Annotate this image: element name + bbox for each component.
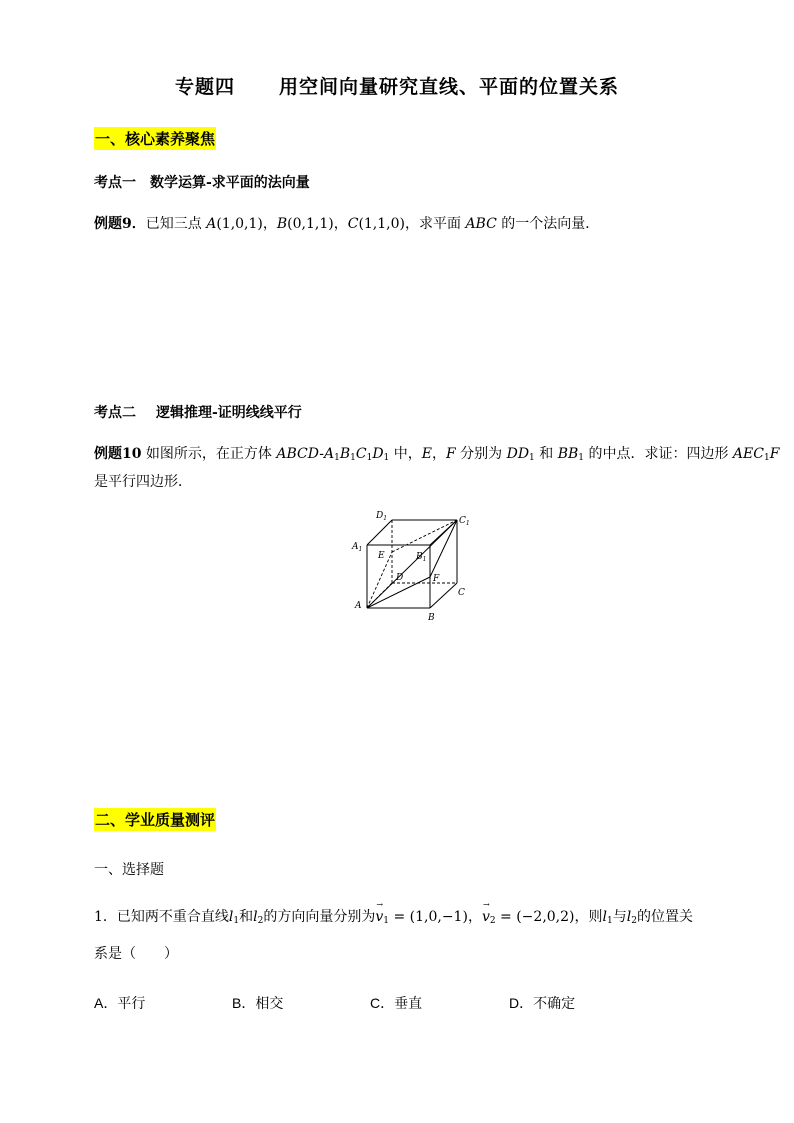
- vector-v1-value: = (1,0,−1): [389, 909, 468, 925]
- edge-a1d1: [367, 520, 392, 545]
- sep: ，: [431, 446, 446, 462]
- example10-label: 例题10: [94, 446, 142, 462]
- ex9-text2: ，求平面: [404, 216, 466, 232]
- point2-line: [94, 402, 302, 422]
- cube-name: D: [372, 446, 384, 462]
- point2-label: 考点二: [94, 405, 136, 421]
- example10-line2: 是平行四边形．: [94, 474, 192, 490]
- question1-line1: [94, 900, 693, 926]
- example10-line1: [94, 443, 779, 463]
- label-d1: $D_1$: [376, 511, 388, 522]
- label-f: F: [433, 574, 440, 584]
- sub: 2: [631, 916, 637, 926]
- page-title: [0, 72, 794, 99]
- option-d[interactable]: D．不确定: [509, 995, 576, 1011]
- sub: 1: [383, 453, 390, 463]
- label-d: D: [396, 573, 404, 583]
- point-e: E: [421, 446, 432, 462]
- ex10-text5: 的中点．求证：四边形: [584, 446, 733, 462]
- line-l2: l: [253, 909, 258, 925]
- sub: 2: [257, 916, 264, 926]
- option-b[interactable]: B．相交: [232, 995, 284, 1011]
- sub: 1: [334, 453, 340, 463]
- title-part1: 专题四: [174, 76, 235, 98]
- cube-figure: [340, 505, 480, 625]
- q1-text1: 已知两不重合直线: [116, 909, 229, 925]
- point-a-coord: (1,0,1): [216, 216, 263, 232]
- segment-fc1: [430, 520, 457, 577]
- line-l1: l: [228, 909, 234, 925]
- point-c: C: [347, 216, 359, 232]
- title-part2: 用空间向量研究直线、平面的位置关系: [279, 76, 620, 98]
- part1-heading: 一、选择题: [94, 862, 164, 878]
- sep: ，: [467, 909, 482, 925]
- vector-v1: → v: [375, 900, 384, 925]
- sub: 1: [233, 916, 240, 926]
- ex10-text2: 中，: [389, 446, 422, 462]
- vector-v2: → v: [481, 900, 490, 925]
- ex10-text1: 如图所示，在正方体: [141, 446, 277, 462]
- example9-label: 例题9．: [94, 216, 146, 232]
- line-l1: l: [602, 909, 607, 925]
- option-a[interactable]: A．平行: [94, 995, 146, 1011]
- ex9-text3: 的一个法向量．: [496, 216, 600, 232]
- quad-name: F: [769, 446, 780, 462]
- sub: 1: [350, 453, 356, 463]
- point-c-coord: (1,1,0): [358, 216, 405, 232]
- sub: 1: [763, 453, 770, 463]
- segment-bb1: BB: [557, 446, 579, 462]
- ex10-text4: 和: [534, 446, 558, 462]
- label-a1: $A_1$: [352, 542, 363, 553]
- segment-ec1-hidden: [392, 520, 457, 552]
- q1-with: 与: [612, 909, 627, 925]
- edge-cb: [430, 583, 457, 608]
- sub: 1: [366, 453, 373, 463]
- point-b: B: [276, 216, 288, 232]
- label-b: B: [428, 613, 435, 623]
- segment-dd1: DD: [506, 446, 530, 462]
- point-b-coord: (0,1,1): [287, 216, 334, 232]
- sub: 1: [529, 453, 535, 463]
- q1-text4: 的位置关: [636, 909, 693, 925]
- section1-heading: 一、核心素养聚焦: [94, 127, 216, 150]
- ex10-text3: 分别为: [455, 446, 507, 462]
- section2-heading: 二、学业质量测评: [94, 808, 216, 831]
- vector-v2-value: = (−2,0,2): [495, 909, 575, 925]
- question1-line2: 系是（ ）: [94, 946, 178, 962]
- sub: 1: [607, 916, 613, 926]
- option-c[interactable]: C．垂直: [370, 995, 423, 1011]
- sep: ，: [333, 216, 348, 232]
- ex9-text1: 已知三点: [145, 216, 207, 232]
- point1-line: [94, 172, 310, 192]
- sub: 2: [489, 916, 496, 926]
- q1-text2: 的方向向量分别为: [263, 909, 376, 925]
- label-b1: $B_1$: [416, 552, 427, 563]
- example9: [94, 213, 599, 233]
- sep: ，: [262, 216, 277, 232]
- plane-abc: ABC: [465, 216, 497, 232]
- q1-and: 和: [239, 909, 254, 925]
- cube-name: ABCD-A: [276, 446, 335, 462]
- point1-topic: 数学运算-求平面的法向量: [150, 175, 310, 191]
- label-e: E: [378, 551, 385, 561]
- cube-name: C: [355, 446, 367, 462]
- point-a: A: [206, 216, 217, 232]
- label-c: C: [458, 588, 465, 598]
- question-number: 1．: [94, 909, 117, 925]
- sub: 1: [578, 453, 584, 463]
- point-f: F: [445, 446, 456, 462]
- quad-name: AEC: [732, 446, 764, 462]
- sub: 1: [383, 916, 390, 926]
- label-c1: $C_1$: [459, 516, 470, 527]
- point1-label: 考点一: [94, 175, 136, 191]
- cube-name: B: [339, 446, 351, 462]
- q1-text3: ，则: [574, 909, 603, 925]
- edge-da-hidden: [367, 583, 392, 608]
- line-l2: l: [626, 909, 632, 925]
- point2-topic: 逻辑推理-证明线线平行: [156, 405, 302, 421]
- label-a: A: [355, 601, 362, 611]
